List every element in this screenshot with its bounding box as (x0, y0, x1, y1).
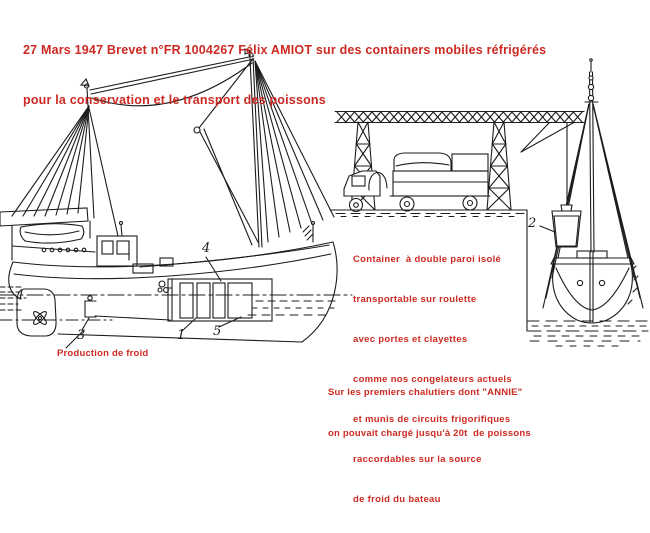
note-line: avec portes et clayettes (353, 333, 468, 345)
annie-note (328, 358, 531, 468)
figure-label-4: 4 (202, 241, 211, 256)
note-line: et munis de circuits frigorifiques (353, 413, 511, 425)
note-line: transportable sur roulette (353, 293, 477, 305)
note-line: de froid du bateau (353, 493, 441, 505)
bow-fittings (303, 222, 315, 243)
transport-truck (344, 153, 490, 212)
note-line: on pouvait chargé jusqu'à 20t de poissons (328, 427, 531, 439)
pipe-fitting (158, 281, 172, 292)
boom (200, 132, 258, 242)
cold-pipe (95, 316, 170, 320)
note-line: Container à double paroi isolé (353, 253, 502, 265)
production-froid-label: Production de froid (57, 348, 149, 359)
note-line: comme nos congelateurs actuels (353, 373, 512, 385)
figure-label-5: 5 (213, 324, 222, 339)
water-right (528, 321, 648, 346)
figure-label-3: 3 (77, 328, 86, 343)
front-hull (551, 251, 638, 323)
page-title (23, 9, 546, 141)
figure-label-2: 2 (528, 216, 537, 231)
tank-top (394, 153, 451, 171)
hoisted-container (552, 205, 581, 247)
title-line-1: 27 Mars 1947 Brevet n°FR 1004267 Félix AMIOT sur des containers mobiles réfrigérés (23, 43, 547, 57)
figure-label-1: 1 (177, 328, 186, 343)
front-mast (585, 59, 598, 252)
propeller (32, 310, 48, 326)
trailer-load (393, 171, 488, 196)
cold-production-unit (85, 296, 170, 320)
note-line: raccordables sur la source (353, 453, 482, 465)
hull-side (9, 242, 337, 342)
title-line-2: pour la conservation et le transport des poissons (23, 92, 326, 107)
waterline-left (0, 287, 352, 320)
note-line: Sur les premiers chalutiers dont "ANNIE" (328, 386, 523, 398)
